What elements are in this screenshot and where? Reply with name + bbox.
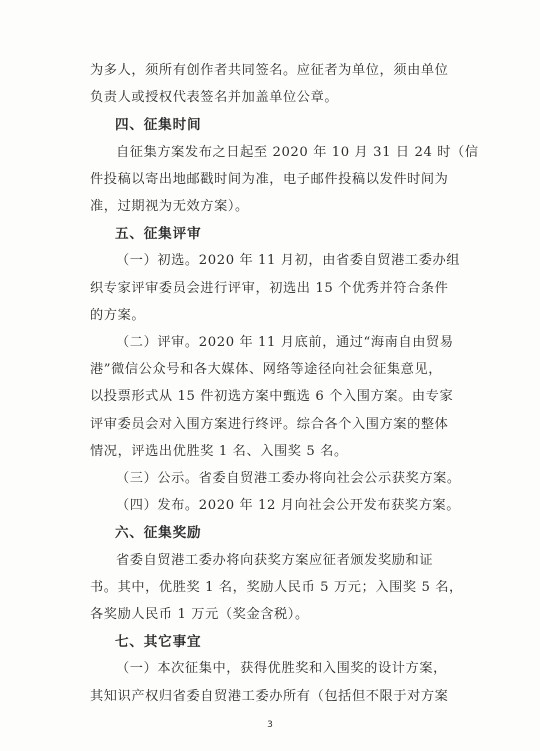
body-text-line: 准，过期视为无效方案）。 [90, 199, 249, 214]
body-text-line: （四）发布。2020 年 12 月向社会公开发布获奖方案。 [116, 498, 461, 514]
body-text-line: 自征集方案发布之日起至 2020 年 10 月 31 日 24 时（信 [116, 144, 479, 160]
body-text-line: （一）初选。2020 年 11 月初，由省委自贸港工委办组 [116, 253, 461, 269]
body-text-line: （三）公示。省委自贸港工委办将向社会公示获奖方案。 [116, 471, 461, 486]
page-number: 3 [267, 720, 273, 730]
body-text-line: 织专家评审委员会进行评审，初选出 15 个优秀并符合条件 [90, 280, 449, 296]
body-text-line: 情况，评选出优胜奖 1 名、入围奖 5 名。 [90, 443, 348, 459]
body-text-line: 港”微信公众号和各大媒体、网络等途径向社会征集意见， [90, 362, 443, 378]
body-text-line: 各奖励人民币 1 万元（奖金含税）。 [90, 607, 309, 622]
body-text-line: 评审委员会对入围方案进行终评。综合各个入围方案的整体 [90, 416, 449, 432]
body-text-line: （一）本次征集中，获得优胜奖和入围奖的设计方案， [116, 661, 447, 677]
body-text-line: 书。其中，优胜奖 1 名，奖励人民币 5 万元；入围奖 5 名， [90, 579, 463, 595]
section-heading: 七、其它事宜 [115, 634, 202, 651]
body-text-line: 省委自贸港工委办将向获奖方案应征者颁发奖励和证 [116, 552, 434, 568]
body-text-line: （二）评审。2020 年 11 月底前，通过“海南自由贸易 [116, 335, 454, 350]
body-text-line: 负责人或授权代表签名并加盖单位公章。 [90, 90, 339, 106]
body-text-line: 的方案。 [90, 307, 146, 323]
body-text-line: 为多人，须所有创作者共同签名。应征者为单位，须由单位 [90, 63, 449, 78]
section-heading: 四、征集时间 [115, 117, 202, 134]
body-text-line: 其知识产权归省委自贸港工委办所有（包括但不限于对方案 [90, 688, 449, 704]
body-text-line: 件投稿以寄出地邮戳时间为准，电子邮件投稿以发件时间为 [90, 171, 449, 187]
section-heading: 五、征集评审 [115, 226, 202, 243]
body-text-line: 以投票形式从 15 件初选方案中甄选 6 个入围方案。由专家 [90, 389, 454, 405]
section-heading: 六、征集奖励 [115, 525, 202, 542]
